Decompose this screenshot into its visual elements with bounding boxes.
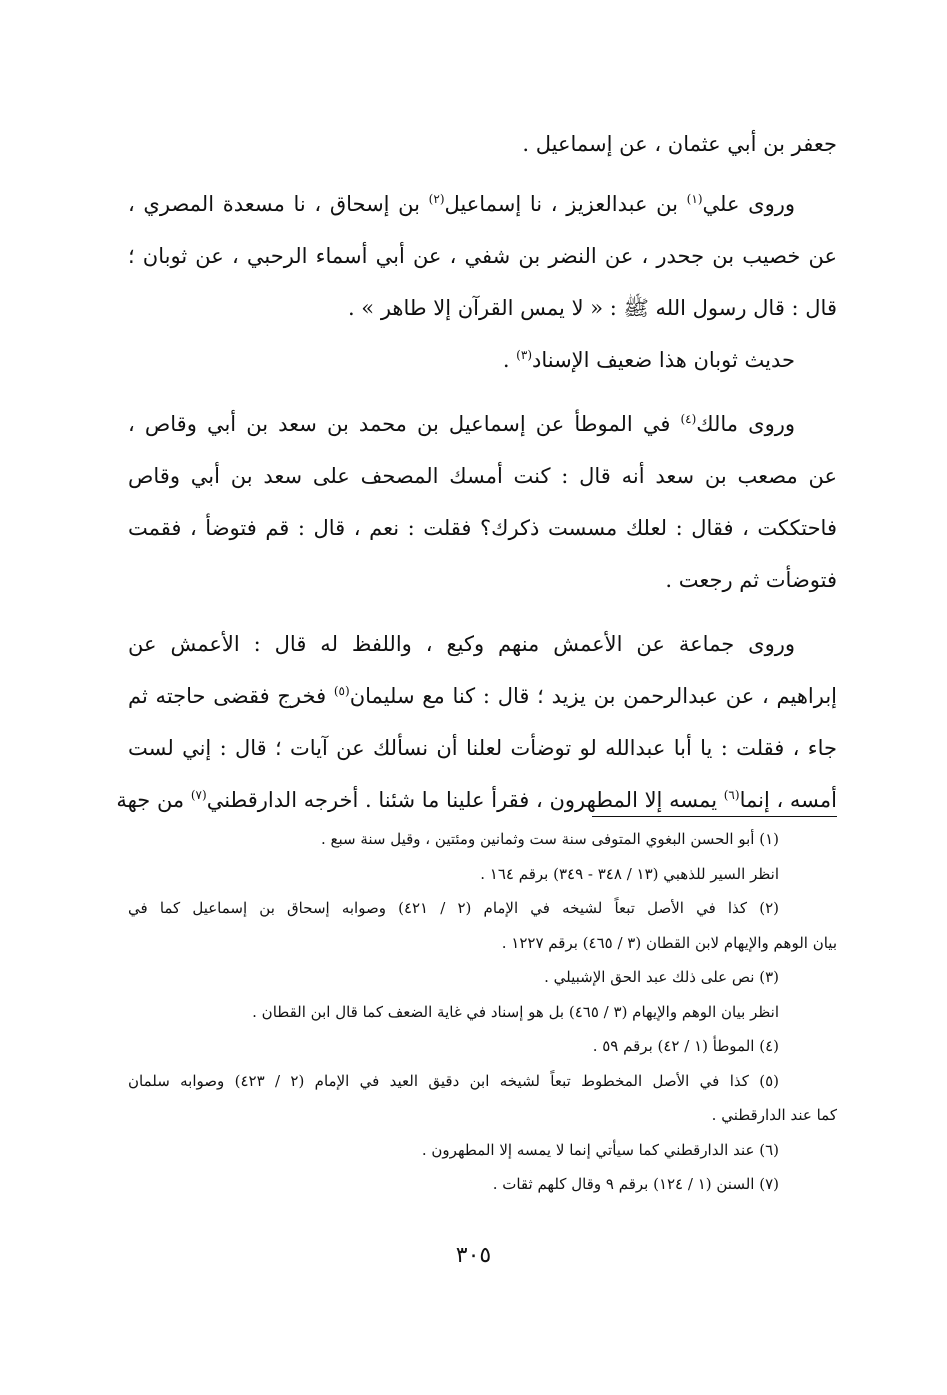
footnote-ref: (٤) (680, 412, 697, 426)
footnote-ref: (١) (686, 192, 703, 206)
text-line (128, 118, 837, 170)
text-line (128, 722, 837, 774)
page-number: ٣٠٥ (455, 1243, 492, 1268)
text-span: حديث ثوبان هذا ضعيف الإسناد (532, 348, 795, 372)
text-span: يمسه إلا المطهرون ، فقرأ علينا ما شئنا . أخرجه الدارقطني (206, 788, 724, 812)
footnote-line: انظر بيان الوهم والإيهام (٣ / ٤٦٥) بل هو إسناد في غاية الضعف كما قال ابن القطان . (252, 1002, 779, 1021)
main-text-block (116, 118, 838, 826)
text-span: فتوضأت ثم رجعت . (665, 568, 837, 592)
text-span: بن عبدالعزيز ، نا إسماعيل (444, 192, 687, 216)
footnote-line: انظر السير للذهبي (١٣ / ٣٤٨ - ٣٤٩) برقم ١٦٤ . (480, 864, 779, 883)
footnote-ref: (٣) (516, 348, 532, 362)
text-line (128, 282, 837, 334)
text-line (128, 670, 837, 722)
text-line (128, 450, 837, 502)
text-line (128, 230, 837, 282)
text-span: وروى مالك (696, 412, 796, 436)
footnote-line: (٥) كذا في الأصل المخطوط تبعاً لشيخه ابن دقيق العيد في الإمام (٢ / ٤٢٣) وصوابه سلمان (128, 1071, 780, 1090)
footnote-line: (١) أبو الحسن البغوي المتوفى سنة ست وثمانين ومئتين ، وقيل سنة سبع . (320, 830, 779, 848)
text-span: بن إسحاق ، نا مسعدة المصري ، (128, 192, 429, 216)
text-span: فخرج فقضى حاجته ثم (128, 684, 334, 708)
text-span: عن مصعب بن سعد أنه قال : كنت أمسك المصحف على سعد بن أبي وقاص (128, 464, 837, 488)
text-line (128, 618, 837, 670)
text-line (128, 334, 837, 386)
text-line (128, 554, 837, 606)
footnote-line: (٤) الموطأ (١ / ٤٢) برقم ٥٩ . (592, 1037, 779, 1055)
footnote-line: (٦) عند الدارقطني كما سيأتي إنما لا يمسه إلا المطهرون . (421, 1140, 779, 1159)
text-span: في الموطأ عن إسماعيل بن محمد بن سعد بن أبي وقاص ، (128, 412, 681, 436)
text-span: عن خصيب بن جحدر ، عن النضر بن شفي ، عن أبي أسماء الرحبي ، عن ثوبان ؛ (128, 244, 837, 268)
text-line (128, 178, 837, 230)
text-line (128, 398, 837, 450)
footnote-divider (592, 816, 837, 817)
footnote-line: (٧) السنن (١ / ١٢٤) برقم ٩ وقال كلهم ثقات . (492, 1175, 779, 1193)
text-span: من جهة (116, 788, 191, 812)
footnote-ref: (٢) (428, 192, 445, 206)
footnote-ref: (٦) (723, 788, 740, 802)
text-line (128, 502, 837, 554)
text-span: وروى جماعة عن الأعمش منهم وكيع ، واللفظ له قال : الأعمش عن (128, 632, 795, 656)
text-span: قال : قال رسول الله ﷺ : « لا يمس القرآن إلا طاهر » . (347, 296, 837, 320)
footnote-line: بيان الوهم والإيهام لابن القطان (٣ / ٤٦٥) برقم ١٢٢٧ . (501, 933, 837, 952)
footnotes-block (128, 822, 837, 1202)
text-span: أمسه ، إنما (739, 788, 837, 812)
text-span: إبراهيم ، عن عبدالرحمن بن يزيد ؛ قال : كنا مع سليمان (349, 684, 838, 708)
text-line (116, 774, 837, 826)
text-span: جاء ، فقلت : يا أبا عبدالله لو توضأت لعلنا أن نسألك عن آيات ؛ قال : إني لست (128, 736, 837, 760)
text-span: وروى علي (702, 192, 796, 216)
footnote-ref: (٥) (333, 684, 350, 698)
text-span: فاحتككت ، فقال : لعلك مسست ذكرك؟ فقلت : نعم ، قال : قم فتوضأ ، فقمت (128, 516, 837, 540)
footnote-line: (٢) كذا في الأصل تبعاً لشيخه في الإمام (٢ / ٤٢١) وصوابه إسحاق بن إسماعيل كما في (128, 899, 779, 917)
footnote-line: (٣) نص على ذلك عبد الحق الإشبيلي . (544, 968, 779, 986)
text-span: جعفر بن أبي عثمان ، عن إسماعيل . (522, 132, 837, 156)
footnote-line: كما عند الدارقطني . (711, 1106, 837, 1124)
footnote-ref: (٧) (190, 788, 207, 802)
text-span: . (502, 348, 517, 372)
